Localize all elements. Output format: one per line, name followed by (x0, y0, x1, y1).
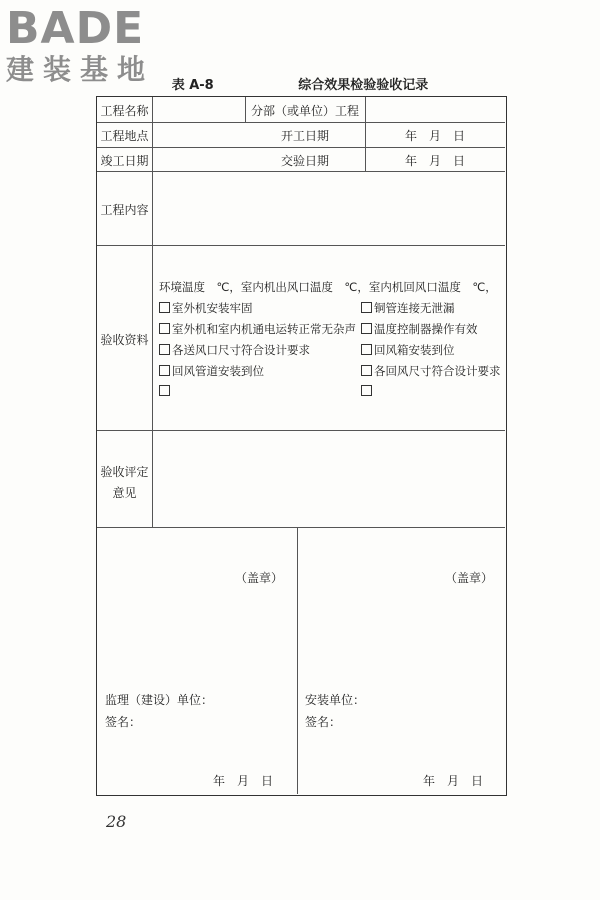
start-date-label: 开工日期 (280, 129, 329, 143)
check-item: 铜管连接无泄漏 (361, 300, 455, 316)
check-item: 温度控制器操作有效 (361, 321, 478, 337)
right-signature-label: 签名： (305, 715, 342, 729)
start-date-value: 年 月 日 (404, 129, 465, 143)
row-divider (97, 122, 505, 123)
eval-label-2: 意见 (112, 486, 137, 500)
table-number: 表 A-8 (171, 78, 214, 93)
logo-subtitle: 建装基地 (6, 53, 155, 86)
check-item: 室外机和室内机通电运转正常无杂声 (159, 321, 356, 337)
installer-unit-label: 安装单位： (305, 693, 366, 707)
column-divider (365, 97, 366, 122)
checkbox-icon (361, 344, 372, 355)
right-date: 年 月 日 (423, 774, 484, 788)
checkbox-icon (361, 385, 372, 396)
completion-label: 竣工日期 (100, 154, 149, 168)
sub-project-label: 分部（或单位）工程 (250, 104, 359, 118)
checkbox-icon (361, 323, 372, 334)
left-seal: （盖章） (235, 571, 284, 585)
checkbox-icon (361, 365, 372, 376)
row-divider (97, 527, 505, 528)
check-item (361, 384, 374, 398)
handover-date-value: 年 月 日 (404, 154, 465, 168)
content-label: 工程内容 (100, 203, 149, 217)
checkbox-icon (159, 323, 170, 334)
checkbox-icon (159, 302, 170, 313)
column-divider (297, 527, 298, 794)
row-divider (97, 245, 505, 246)
left-date: 年 月 日 (213, 774, 274, 788)
handover-label: 交验日期 (280, 154, 329, 168)
table-title (0, 74, 600, 93)
check-item: 回风管道安装到位 (159, 363, 264, 379)
check-item: 室外机安装牢固 (159, 300, 253, 316)
logo-brand: BADE (6, 3, 145, 54)
row-divider (97, 171, 505, 172)
row-divider (97, 430, 505, 431)
temperature-line: 环境温度 ℃，室内机出风口温度 ℃，室内机回风口温度 ℃， (159, 280, 497, 294)
supervisor-unit-label: 监理（建设）单位： (105, 693, 214, 707)
left-signature-label: 签名： (105, 715, 142, 729)
check-item: 各回风尺寸符合设计要求 (361, 363, 501, 379)
check-item: 各送风口尺寸符合设计要求 (159, 342, 310, 358)
right-seal: （盖章） (445, 571, 494, 585)
checkbox-icon (159, 365, 170, 376)
column-divider (152, 97, 153, 527)
data-label: 验收资料 (100, 333, 149, 347)
check-item: 回风箱安装到位 (361, 342, 455, 358)
row-divider (97, 147, 505, 148)
check-item (159, 384, 172, 398)
checkbox-icon (361, 302, 372, 313)
table-name: 综合效果检验验收记录 (298, 78, 429, 93)
page-number: 28 (106, 812, 127, 831)
checkbox-icon (159, 385, 170, 396)
project-name-label: 工程名称 (100, 104, 149, 118)
eval-label-1: 验收评定 (100, 465, 149, 479)
location-label: 工程地点 (100, 129, 149, 143)
checkbox-icon (159, 344, 170, 355)
acceptance-form (96, 96, 507, 796)
